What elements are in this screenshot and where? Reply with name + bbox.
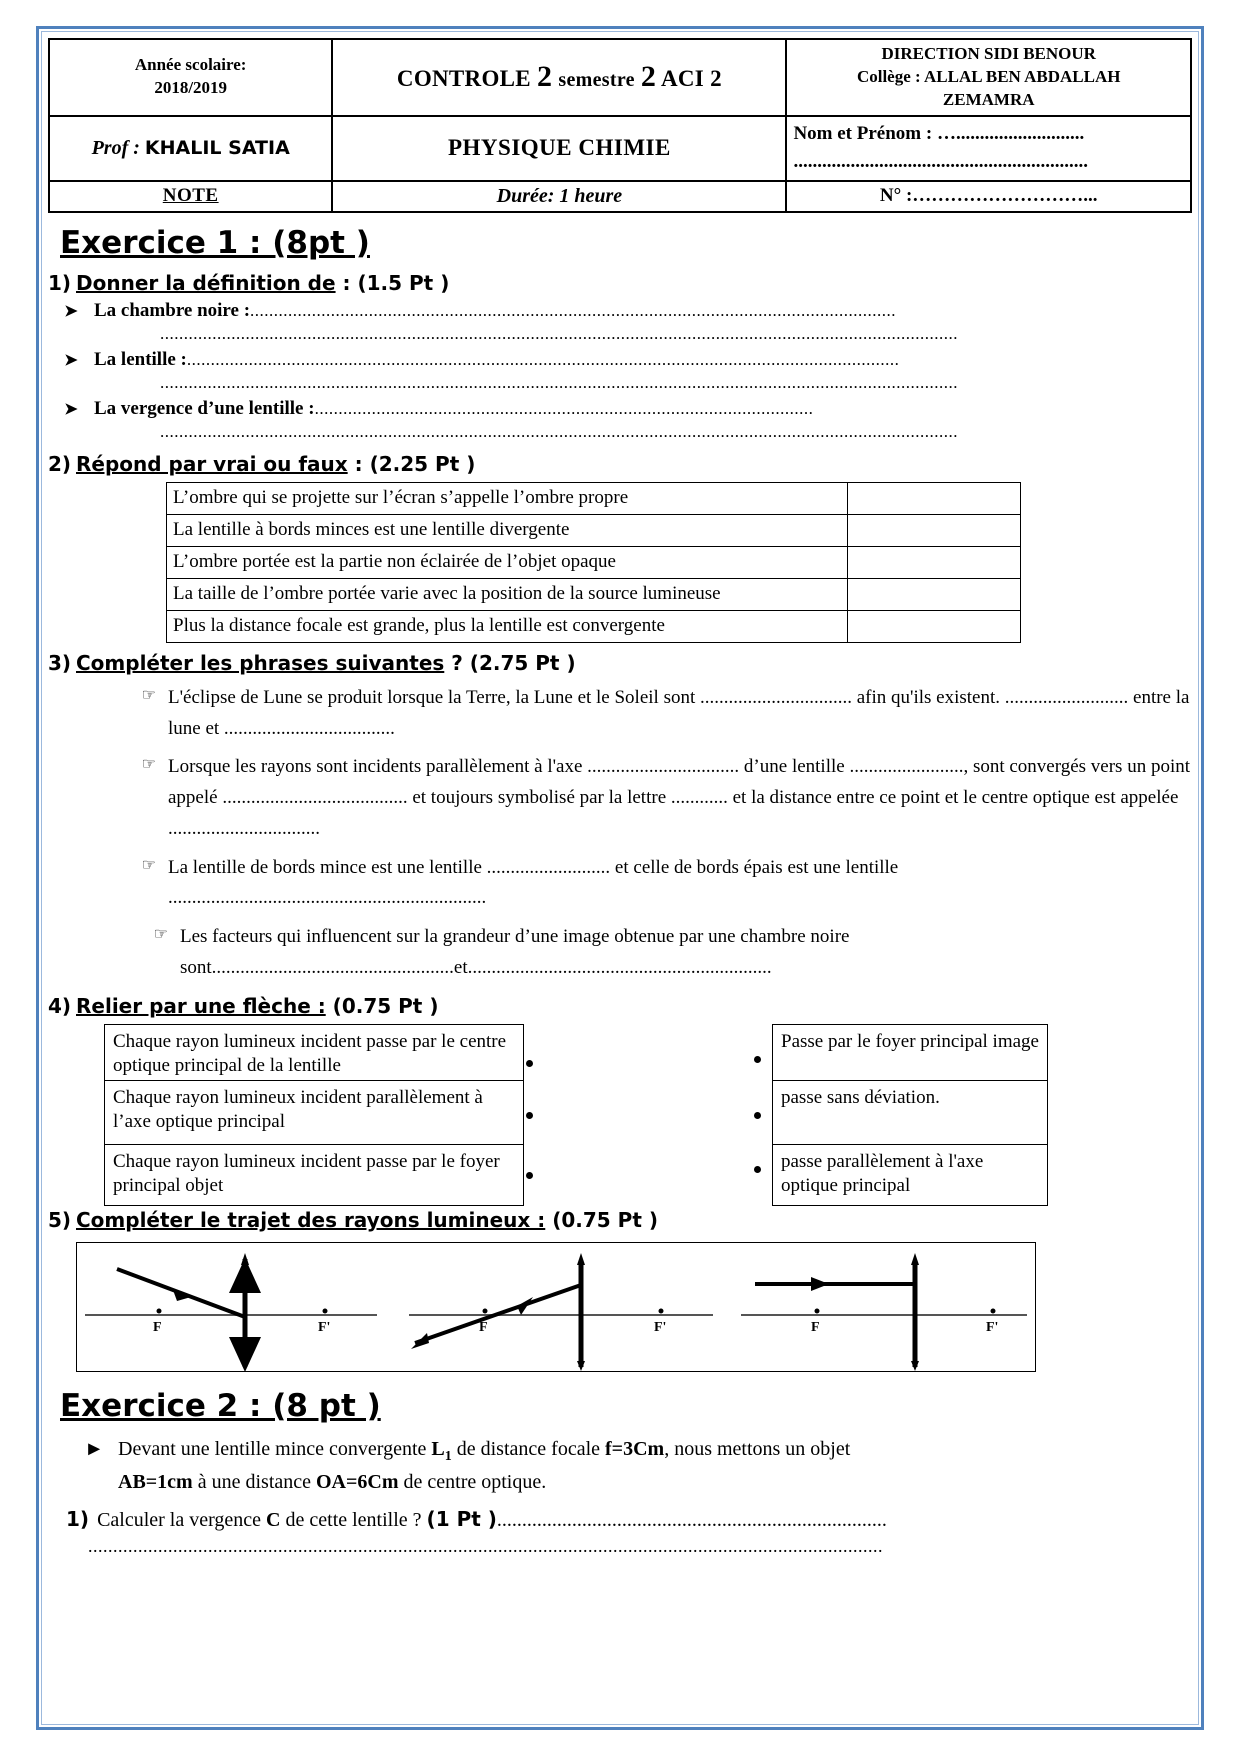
controle-post: ACI 2 xyxy=(660,66,722,92)
exercise2-intro xyxy=(48,1434,1192,1497)
ex2-lens-subscript: 1 xyxy=(444,1448,452,1464)
match-right-dot-3[interactable] xyxy=(754,1166,761,1173)
tf-statement-5: Plus la distance focale est grande, plus la lentille est convergente xyxy=(167,610,848,642)
pointing-hand-icon: ☞ xyxy=(141,756,156,774)
answer-line-1b[interactable]: ........................................................................................................................................................................ xyxy=(160,323,958,343)
tf-answer-5[interactable] xyxy=(848,610,1021,642)
answer-line-2b[interactable]: ........................................................................................................................................................................ xyxy=(160,372,958,392)
match-right-item-2[interactable]: passe sans déviation. xyxy=(773,1081,1047,1145)
ex2-q1-answer-line[interactable]: ............................................................................................................................................................... xyxy=(88,1535,883,1556)
subject-cell xyxy=(332,116,786,181)
note-cell[interactable] xyxy=(49,181,332,212)
prof-cell xyxy=(49,116,332,181)
fill-sentence-4 xyxy=(110,922,1192,984)
svg-text:F: F xyxy=(479,1319,488,1335)
exercise1-title: Exercice 1 : (8pt ) xyxy=(60,224,370,261)
question-5-text: Compléter le trajet des rayons lumineux : xyxy=(76,1207,546,1232)
school-year-value: 2018/2019 xyxy=(154,78,228,98)
svg-text:F: F xyxy=(811,1319,820,1335)
fill-sentence-3-text[interactable]: La lentille de bords mince est une lentille .......................... et celle de bords épais est une lentille ................................................................... xyxy=(168,856,899,909)
tf-answer-3[interactable] xyxy=(848,546,1021,578)
name-field-cell[interactable] xyxy=(786,116,1191,181)
name-field-dots: .............................................................. xyxy=(793,151,1088,173)
subject-label: PHYSIQUE CHIMIE xyxy=(447,135,671,161)
prof-label: Prof : xyxy=(91,136,140,159)
ray-diagram-box xyxy=(76,1242,1036,1372)
matching-exercise xyxy=(48,1024,1192,1206)
question-4-number: 4) xyxy=(48,993,72,1018)
question-4-text: Relier par une flèche : xyxy=(76,993,326,1018)
match-left-item-3[interactable]: Chaque rayon lumineux incident passe par le foyer principal objet xyxy=(113,1150,500,1197)
ex2-object-size: AB=1cm xyxy=(118,1470,193,1493)
match-left-dot-3[interactable] xyxy=(526,1172,533,1179)
ex2-lens-label: L xyxy=(431,1437,445,1460)
table-row xyxy=(167,610,1021,642)
true-false-table xyxy=(166,482,1021,643)
match-right-dot-1[interactable] xyxy=(754,1056,761,1063)
question-1-points: : (1.5 Pt ) xyxy=(335,270,450,295)
controle-mid: semestre xyxy=(558,69,635,92)
ray-diagram-3 xyxy=(741,1253,1027,1371)
college-label: Collège : ALLAL BEN ABDALLAH xyxy=(856,66,1121,86)
ex2-intro-b: de distance focale xyxy=(451,1437,606,1460)
tf-statement-1: L’ombre qui se projette sur l’écran s’appelle l’ombre propre xyxy=(167,482,848,514)
tf-answer-1[interactable] xyxy=(848,482,1021,514)
controle-pre: CONTROLE xyxy=(396,66,531,92)
fill-sentence-2 xyxy=(98,752,1192,844)
definition-item-3 xyxy=(48,398,1192,420)
ex2-q1-number: 1) xyxy=(66,1506,90,1531)
ex2-intro-a: Devant une lentille mince convergente xyxy=(118,1437,432,1460)
duration-cell xyxy=(332,181,786,212)
number-field-cell[interactable] xyxy=(786,181,1191,212)
matching-left-column xyxy=(104,1024,524,1206)
ex2-q1-dots[interactable]: .............................................................................. xyxy=(496,1508,887,1531)
ex2-focal-value: f=3Cm xyxy=(605,1437,665,1460)
ex2-vergence-symbol: C xyxy=(266,1508,281,1531)
ex2-q1-text-a: Calculer la vergence xyxy=(97,1508,267,1531)
definition-item-2 xyxy=(48,349,1192,371)
question-5-points: (0.75 Pt ) xyxy=(545,1207,658,1232)
tf-statement-2: La lentille à bords minces est une lentille divergente xyxy=(167,514,848,546)
table-row xyxy=(167,514,1021,546)
question-1 xyxy=(48,271,1192,295)
controle-cell xyxy=(332,39,786,116)
exam-header-table xyxy=(48,38,1192,213)
match-left-dot-2[interactable] xyxy=(526,1112,533,1119)
school-year-label: Année scolaire: xyxy=(134,55,247,75)
ex2-intro-e: de centre optique. xyxy=(398,1470,547,1493)
definition-item-1 xyxy=(48,300,1192,322)
ex2-q1-points: (1 Pt ) xyxy=(426,1506,497,1531)
pointing-hand-icon: ☞ xyxy=(153,926,168,944)
number-field-label: N° :………………………... xyxy=(879,185,1098,207)
ray-diagram-2 xyxy=(409,1253,713,1371)
duration-label: Durée: 1 heure xyxy=(496,184,623,207)
table-row xyxy=(167,578,1021,610)
svg-text:F': F' xyxy=(654,1319,667,1335)
answer-line-1[interactable]: ........................................................................................................................................ xyxy=(250,300,897,320)
table-row xyxy=(167,546,1021,578)
question-2 xyxy=(48,452,1192,476)
pointing-hand-icon: ☞ xyxy=(141,686,156,704)
svg-text:F': F' xyxy=(318,1319,331,1335)
arrow-bullet-icon: ➤ xyxy=(64,400,78,418)
controle-num2: 2 xyxy=(640,60,657,94)
ex2-q1-text-b: de cette lentille ? xyxy=(280,1508,427,1531)
match-right-item-1[interactable]: Passe par le foyer principal image xyxy=(773,1025,1047,1081)
question-3-points: ? (2.75 Pt ) xyxy=(444,650,576,675)
school-year-cell xyxy=(49,39,332,116)
question-4-points: (0.75 Pt ) xyxy=(325,993,439,1018)
header-row-2 xyxy=(49,116,1191,181)
question-2-text: Répond par vrai ou faux xyxy=(76,451,348,476)
page-content xyxy=(48,38,1192,1718)
definition-label-1: La chambre noire : xyxy=(94,299,251,321)
question-2-points: : (2.25 Pt ) xyxy=(347,451,476,476)
header-row-3 xyxy=(49,181,1191,212)
exercise2-question-1 xyxy=(48,1507,1192,1532)
question-4 xyxy=(48,994,1192,1018)
arrow-bullet-icon: ➤ xyxy=(64,302,78,320)
svg-text:F': F' xyxy=(986,1319,999,1335)
question-3 xyxy=(48,651,1192,675)
match-right-dot-2[interactable] xyxy=(754,1112,761,1119)
match-left-item-2[interactable]: Chaque rayon lumineux incident parallèlement à l’axe optique principal xyxy=(105,1081,523,1145)
svg-text:F: F xyxy=(153,1319,162,1335)
ex2-intro-d: à une distance xyxy=(192,1470,316,1493)
answer-line-2[interactable]: ...................................................................................................................................................... xyxy=(186,349,900,369)
question-2-number: 2) xyxy=(48,451,72,476)
exercise2-title: Exercice 2 : (8 pt ) xyxy=(60,1387,381,1424)
arrow-bullet-icon: ➤ xyxy=(64,351,78,369)
match-left-dot-1[interactable] xyxy=(526,1060,533,1067)
ex2-object-distance: OA=6Cm xyxy=(316,1470,399,1493)
ex2-intro-c: , nous mettons un objet xyxy=(664,1437,851,1460)
question-5-number: 5) xyxy=(48,1207,72,1232)
answer-line-3b[interactable]: ........................................................................................................................................................................ xyxy=(160,421,958,441)
table-row xyxy=(167,482,1021,514)
fill-sentence-1-text[interactable]: L'éclipse de Lune se produit lorsque la Terre, la Lune et le Soleil sont ................................ afin qu'ils existent. .......................... entre la lune et .................................... xyxy=(168,686,1190,739)
ray-diagram-1 xyxy=(85,1253,377,1371)
city-label: ZEMAMRA xyxy=(942,89,1035,109)
question-5 xyxy=(48,1208,1192,1232)
question-3-text: Compléter les phrases suivantes xyxy=(76,650,445,675)
definition-label-3: La vergence d’une lentille : xyxy=(94,397,315,419)
fill-sentence-1 xyxy=(98,683,1192,745)
tf-statement-3: L’ombre portée est la partie non éclairée de l’objet opaque xyxy=(167,546,848,578)
matching-right-column xyxy=(772,1024,1048,1206)
fill-sentence-4-text[interactable]: Les facteurs qui influencent sur la grandeur d’une image obtenue par une chambre noire sont...................................................et................................................................ xyxy=(180,926,850,978)
triangle-bullet-icon: ► xyxy=(84,1437,104,1460)
header-row-1 xyxy=(49,39,1191,116)
tf-answer-4[interactable] xyxy=(848,578,1021,610)
fill-sentence-2-text[interactable]: Lorsque les rayons sont incidents parallèlement à l'axe ................................ d’une lentille ........................, sont convergés vers un point appelé ....................................... et toujours symbolisé par la lettre ............ et la distance entre ce point et le centre optique est appelée ................................ xyxy=(168,756,1191,839)
note-label: NOTE xyxy=(162,185,219,207)
tf-answer-2[interactable] xyxy=(848,514,1021,546)
answer-line-3[interactable]: ......................................................................................................... xyxy=(314,398,814,418)
match-right-item-3[interactable]: passe parallèlement à l'axe optique principal xyxy=(781,1150,984,1197)
ray-diagrams-svg xyxy=(77,1243,1035,1371)
question-1-text: Donner la définition de xyxy=(76,270,336,295)
direction-label: DIRECTION SIDI BENOUR xyxy=(881,44,1096,63)
controle-num1: 2 xyxy=(537,60,553,94)
prof-name: KHALIL SATIA xyxy=(144,136,290,159)
fill-sentence-3 xyxy=(98,853,1192,915)
definition-label-2: La lentille : xyxy=(94,348,187,370)
direction-cell xyxy=(786,39,1191,116)
match-left-item-1[interactable]: Chaque rayon lumineux incident passe par le centre optique principal de la lentille xyxy=(105,1025,523,1081)
question-1-number: 1) xyxy=(48,270,72,295)
pointing-hand-icon: ☞ xyxy=(141,856,156,874)
tf-statement-4: La taille de l’ombre portée varie avec la position de la source lumineuse xyxy=(167,578,848,610)
question-3-number: 3) xyxy=(48,650,72,675)
name-field-label: Nom et Prénom : …........................... xyxy=(793,122,1085,144)
